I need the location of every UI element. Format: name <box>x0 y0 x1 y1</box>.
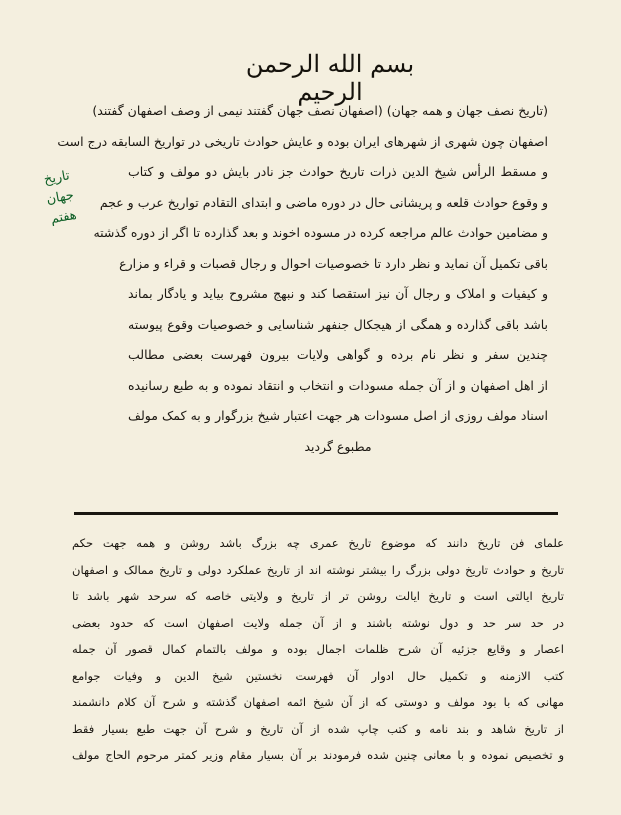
text-line: کتب الازمنه و تکمیل حال ادوار آن فهرست نخستین شیخ الدین و وفیات جوامع <box>72 668 564 683</box>
text-line: و کیفیات و املاک و رجال آن نیز استقصا کند و نبهج مشروح بیاید و یادگار بماند <box>128 286 548 301</box>
bismillah-heading: بسم الله الرحمن الرحيم <box>245 50 415 106</box>
text-line-final: مطبوع گردید <box>304 438 372 454</box>
text-line: و مضامین حوادث عالم مراجعه کرده در مسوده اخوند و بعد گذارده تا اگر از دوره گذشته <box>93 225 548 240</box>
text-line: و مسقط الرأس شیخ الدین ذرات تاریخ حوادث جز نادر بایش دو مولف و کتاب <box>128 164 548 179</box>
lower-text-block <box>72 530 564 769</box>
text-line: چندین سفر و نظر نام برده و گواهی ولایات بیرون فهرست بعضی مطالب <box>128 347 548 362</box>
section-divider <box>74 512 558 515</box>
text-line: باقی تکمیل آن نماید و نظر دارد تا خصوصیات احوال و رجال قصبات و قراء و مزارع <box>119 255 548 271</box>
text-line: و وقوع حوادث قلعه و پریشانی حال در دوره ماضی و ابتدای التقادم تواریخ عرب و عجم <box>99 194 548 210</box>
margin-note-line: هفتم <box>49 207 78 228</box>
text-line: در حد سر حد و دول نوشته باشند و از آن جمله ولایت اصفهان است که حدود بعضی <box>72 615 564 630</box>
text-line: باشد باقی گذارده و همگی از هیجکال جنفهر شناسایی و خصوصیات وقوع پیوسته <box>128 316 548 332</box>
text-line: (تاریخ نصف جهان و همه جهان) (اصفهان نصف جهان گفتند نیمی از وصف اصفهان گفتند) <box>92 103 548 118</box>
text-line: علمای فن تاریخ دانند که موضوع تاریخ عمری چه بزرگ باشد روشن و همه جهت حکم <box>72 536 564 550</box>
text-line: از اهل اصفهان و از آن جمله مسودات و انتخاب و انتقاد نموده و به طبع رسانیده <box>128 377 548 393</box>
margin-note-line: تاریخ <box>42 168 71 188</box>
text-line: از تاریخ شاهد و بند نامه و کتب چاپ شده از آن تاریخ و شرح آن جهت طبع بسیار فقط <box>72 721 564 736</box>
text-line: اسناد مولف روزی از اصل مسودات هر جهت اعتبار شیخ بزرگوار و به کمک مولف <box>128 408 548 423</box>
text-line: تاریخ ایالتی است و تاریخ ایالت روشن تر از تاریخ و ولایتی خاصه که سرحد شهر باشد تا <box>72 589 564 603</box>
text-line: اعصار و وقایع جزئیه آن شرح ظلمات اجمال بوده و مولف بالتمام کمال قصور آن جمله <box>72 642 564 656</box>
text-line: و تخصیص نموده و با معانی چنین شده فرمودند بر آن بسیار مقام وزیر کمتر مرحوم الحاج مولف <box>72 748 564 762</box>
text-line: اصفهان چون شهری از شهرهای ایران بوده و عایش حوادث تاریخی در تواریخ السابقه درج است <box>57 133 548 149</box>
text-line: مهانی که با بود مولف و دوستی که از آن شیخ ائمه اصفهان گذشته و شرح آن کلام دانشمند <box>72 695 564 709</box>
margin-note-line: جهان <box>45 187 76 208</box>
text-line: تاریخ و حوادث تاریخ دولی بزرگ را بیشتر نوشته اند از تاریخ عملکرد دولی و تاریخ ممالک و اصفهان <box>72 562 564 577</box>
